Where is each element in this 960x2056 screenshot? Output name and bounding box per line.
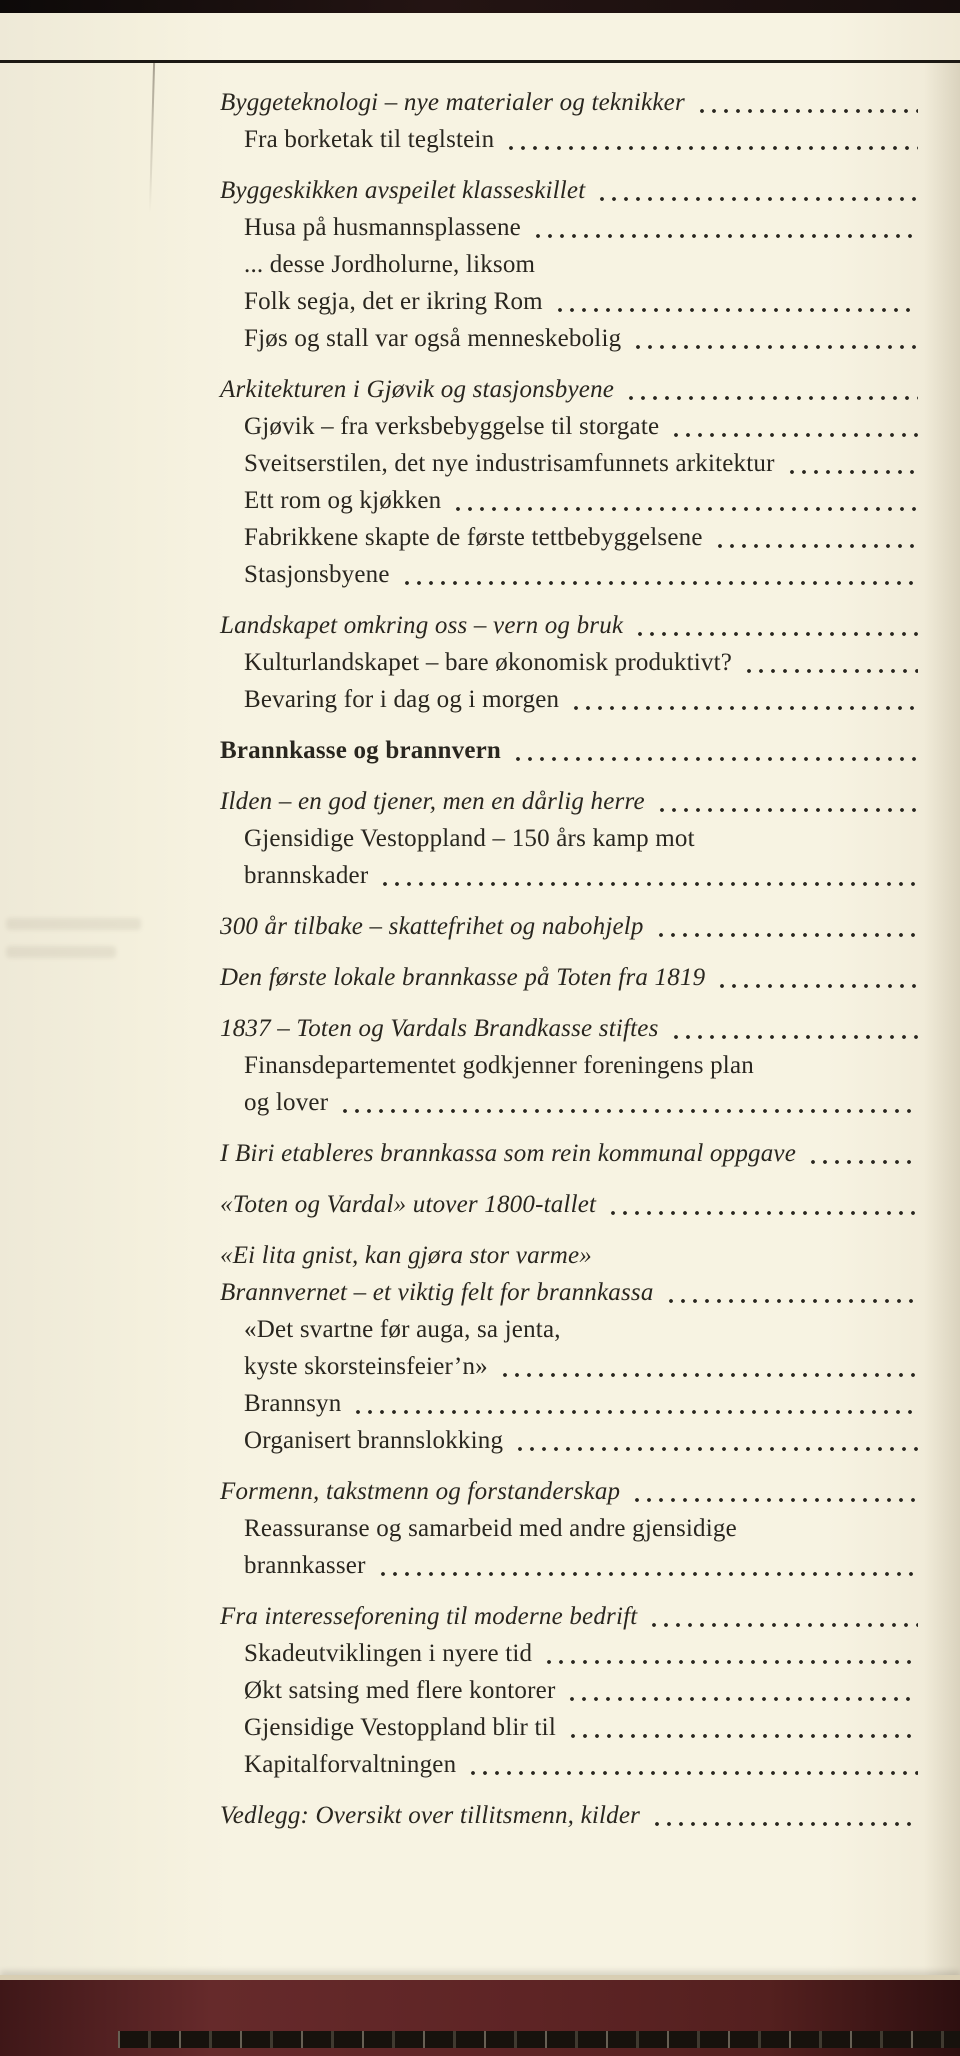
book-cover-top-edge xyxy=(0,0,960,13)
toc-row xyxy=(220,1274,920,1311)
table-of-contents xyxy=(220,84,920,1834)
dot-leader xyxy=(499,1372,918,1378)
toc-row xyxy=(220,732,920,769)
toc-entry: Husa på husmannsplassene xyxy=(244,214,521,241)
dot-leader xyxy=(634,631,918,637)
toc-entry: «Det svartne før auga, sa jenta, xyxy=(244,1316,561,1343)
dot-leader xyxy=(379,881,918,887)
toc-entry: Gjøvik – fra verksbebyggelse til storgate xyxy=(244,413,660,440)
dot-leader xyxy=(567,1733,918,1739)
toc-entry: Brannkasse og brannvern xyxy=(220,737,502,764)
dot-leader xyxy=(670,432,918,438)
dot-leader xyxy=(651,1821,918,1827)
toc-row xyxy=(220,1385,920,1422)
toc-entry: Kulturlandskapet – bare økonomisk produktivt? xyxy=(244,649,733,676)
toc-row xyxy=(220,482,920,519)
toc-entry: 300 år tilbake – skattefrihet og nabohjelp xyxy=(220,913,644,940)
dot-leader xyxy=(696,108,918,114)
toc-entry: Arkitekturen i Gjøvik og stasjonsbyene xyxy=(220,376,615,403)
toc-entry: brannkasser xyxy=(244,1552,366,1579)
toc-row xyxy=(220,445,920,482)
dot-leader xyxy=(543,1659,918,1665)
toc-entry: Formenn, takstmenn og forstanderskap xyxy=(220,1478,621,1505)
toc-row xyxy=(220,172,920,209)
toc-entry: «Toten og Vardal» utover 1800-tallet xyxy=(220,1191,597,1218)
toc-row xyxy=(220,519,920,556)
toc-entry: Bevaring for i dag og i morgen xyxy=(244,686,560,713)
toc-row xyxy=(220,408,920,445)
dot-leader xyxy=(807,1159,918,1165)
toc-row xyxy=(220,320,920,357)
toc-entry: Gjensidige Vestoppland blir til xyxy=(244,1714,556,1741)
toc-entry: Fabrikkene skapte de første tettbebyggelsene xyxy=(244,524,703,551)
toc-row xyxy=(220,1311,920,1348)
dot-leader xyxy=(607,1210,918,1216)
toc-entry: Folk segja, det er ikring Rom xyxy=(244,288,543,315)
dot-leader xyxy=(514,1446,918,1452)
toc-entry: Landskapet omkring oss – vern og bruk xyxy=(220,612,624,639)
toc-row xyxy=(220,1422,920,1459)
show-through-smudge xyxy=(6,946,116,958)
toc-row xyxy=(220,1547,920,1584)
toc-entry: kyste skorsteinsfeier’n» xyxy=(244,1353,488,1380)
toc-row xyxy=(220,1237,920,1274)
toc-entry: Brannsyn xyxy=(244,1390,342,1417)
dot-leader xyxy=(467,1770,918,1776)
toc-entry: Reassuranse og samarbeid med andre gjensidige xyxy=(244,1515,737,1542)
dot-leader xyxy=(377,1571,918,1577)
dot-leader xyxy=(566,1696,918,1702)
toc-entry: Ilden – en god tjener, men en dårlig herre xyxy=(220,788,645,815)
toc-row xyxy=(220,246,920,283)
toc-entry: Skadeutviklingen i nyere tid xyxy=(244,1640,533,1667)
toc-row xyxy=(220,1709,920,1746)
toc-row xyxy=(220,908,920,945)
toc-entry: Brannvernet – et viktig felt for brannkassa xyxy=(220,1279,654,1306)
dot-leader xyxy=(532,233,918,239)
toc-entry: ... desse Jordholurne, liksom xyxy=(244,251,536,278)
toc-row xyxy=(220,1473,920,1510)
dot-leader xyxy=(505,145,918,151)
book-cover-bottom-edge xyxy=(0,1980,960,2056)
toc-row xyxy=(220,857,920,894)
toc-entry: Vedlegg: Oversikt over tillitsmenn, kilder xyxy=(220,1802,641,1829)
toc-row xyxy=(220,556,920,593)
dot-leader xyxy=(786,469,918,475)
toc-row xyxy=(220,607,920,644)
dot-leader xyxy=(352,1409,918,1415)
page-right-shadow xyxy=(924,63,960,1980)
toc-row xyxy=(220,644,920,681)
toc-entry: Økt satsing med flere kontorer xyxy=(244,1677,556,1704)
toc-entry: Organisert brannslokking xyxy=(244,1427,504,1454)
dot-leader xyxy=(648,1622,918,1628)
toc-row xyxy=(220,1510,920,1547)
dot-leader xyxy=(512,756,918,762)
toc-entry: og lover xyxy=(244,1089,329,1116)
dot-leader xyxy=(743,668,918,674)
dot-leader xyxy=(631,1497,918,1503)
toc-row xyxy=(220,959,920,996)
toc-entry: Kapitalforvaltningen xyxy=(244,1751,457,1778)
toc-row xyxy=(220,1598,920,1635)
dot-leader xyxy=(401,580,918,586)
dot-leader xyxy=(452,506,918,512)
toc-entry: I Biri etableres brannkassa som rein kommunal oppgave xyxy=(220,1140,797,1167)
toc-entry: Fra interesseforening til moderne bedrift xyxy=(220,1603,638,1630)
dot-leader xyxy=(716,983,918,989)
show-through-smudge xyxy=(6,918,141,930)
page-crease xyxy=(149,63,155,213)
toc-entry: Sveitserstilen, det nye industrisamfunnets arkitektur xyxy=(244,450,775,477)
toc-entry: Byggeteknologi – nye materialer og teknikker xyxy=(220,89,685,116)
toc-entry: Ett rom og kjøkken xyxy=(244,487,442,514)
toc-entry: Fra borketak til teglstein xyxy=(244,126,495,153)
toc-row xyxy=(220,1635,920,1672)
page-edge-stack xyxy=(118,2031,960,2048)
toc-entry: Den første lokale brannkasse på Toten fra 1819 xyxy=(220,964,706,991)
toc-entry: 1837 – Toten og Vardals Brandkasse stiftes xyxy=(220,1015,659,1042)
toc-row xyxy=(220,1047,920,1084)
toc-row xyxy=(220,1746,920,1783)
toc-row xyxy=(220,1186,920,1223)
toc-entry: brannskader xyxy=(244,862,369,889)
toc-row xyxy=(220,820,920,857)
toc-row xyxy=(220,783,920,820)
toc-entry: Stasjonsbyene xyxy=(244,561,390,588)
toc-row xyxy=(220,1672,920,1709)
toc-row xyxy=(220,1797,920,1834)
toc-row xyxy=(220,371,920,408)
dot-leader xyxy=(655,932,918,938)
toc-entry: Gjensidige Vestoppland – 150 års kamp mot xyxy=(244,825,695,852)
toc-row xyxy=(220,209,920,246)
toc-row xyxy=(220,121,920,158)
dot-leader xyxy=(625,395,918,401)
dot-leader xyxy=(632,344,918,350)
toc-row xyxy=(220,1135,920,1172)
toc-entry: Finansdepartementet godkjenner foreningens plan xyxy=(244,1052,754,1079)
toc-row xyxy=(220,283,920,320)
toc-row xyxy=(220,84,920,121)
dot-leader xyxy=(670,1034,918,1040)
dot-leader xyxy=(596,196,918,202)
dot-leader xyxy=(665,1298,918,1304)
dot-leader xyxy=(554,307,918,313)
toc-entry: «Ei lita gnist, kan gjøra stor varme» xyxy=(220,1242,592,1269)
toc-entry: Byggeskikken avspeilet klasseskillet xyxy=(220,177,586,204)
toc-row xyxy=(220,681,920,718)
dot-leader xyxy=(339,1108,918,1114)
dot-leader xyxy=(714,543,918,549)
dot-leader xyxy=(570,705,918,711)
toc-row xyxy=(220,1348,920,1385)
toc-row xyxy=(220,1084,920,1121)
toc-entry: Fjøs og stall var også menneskebolig xyxy=(244,325,622,352)
dot-leader xyxy=(656,807,918,813)
toc-row xyxy=(220,1010,920,1047)
top-rule xyxy=(0,60,960,63)
